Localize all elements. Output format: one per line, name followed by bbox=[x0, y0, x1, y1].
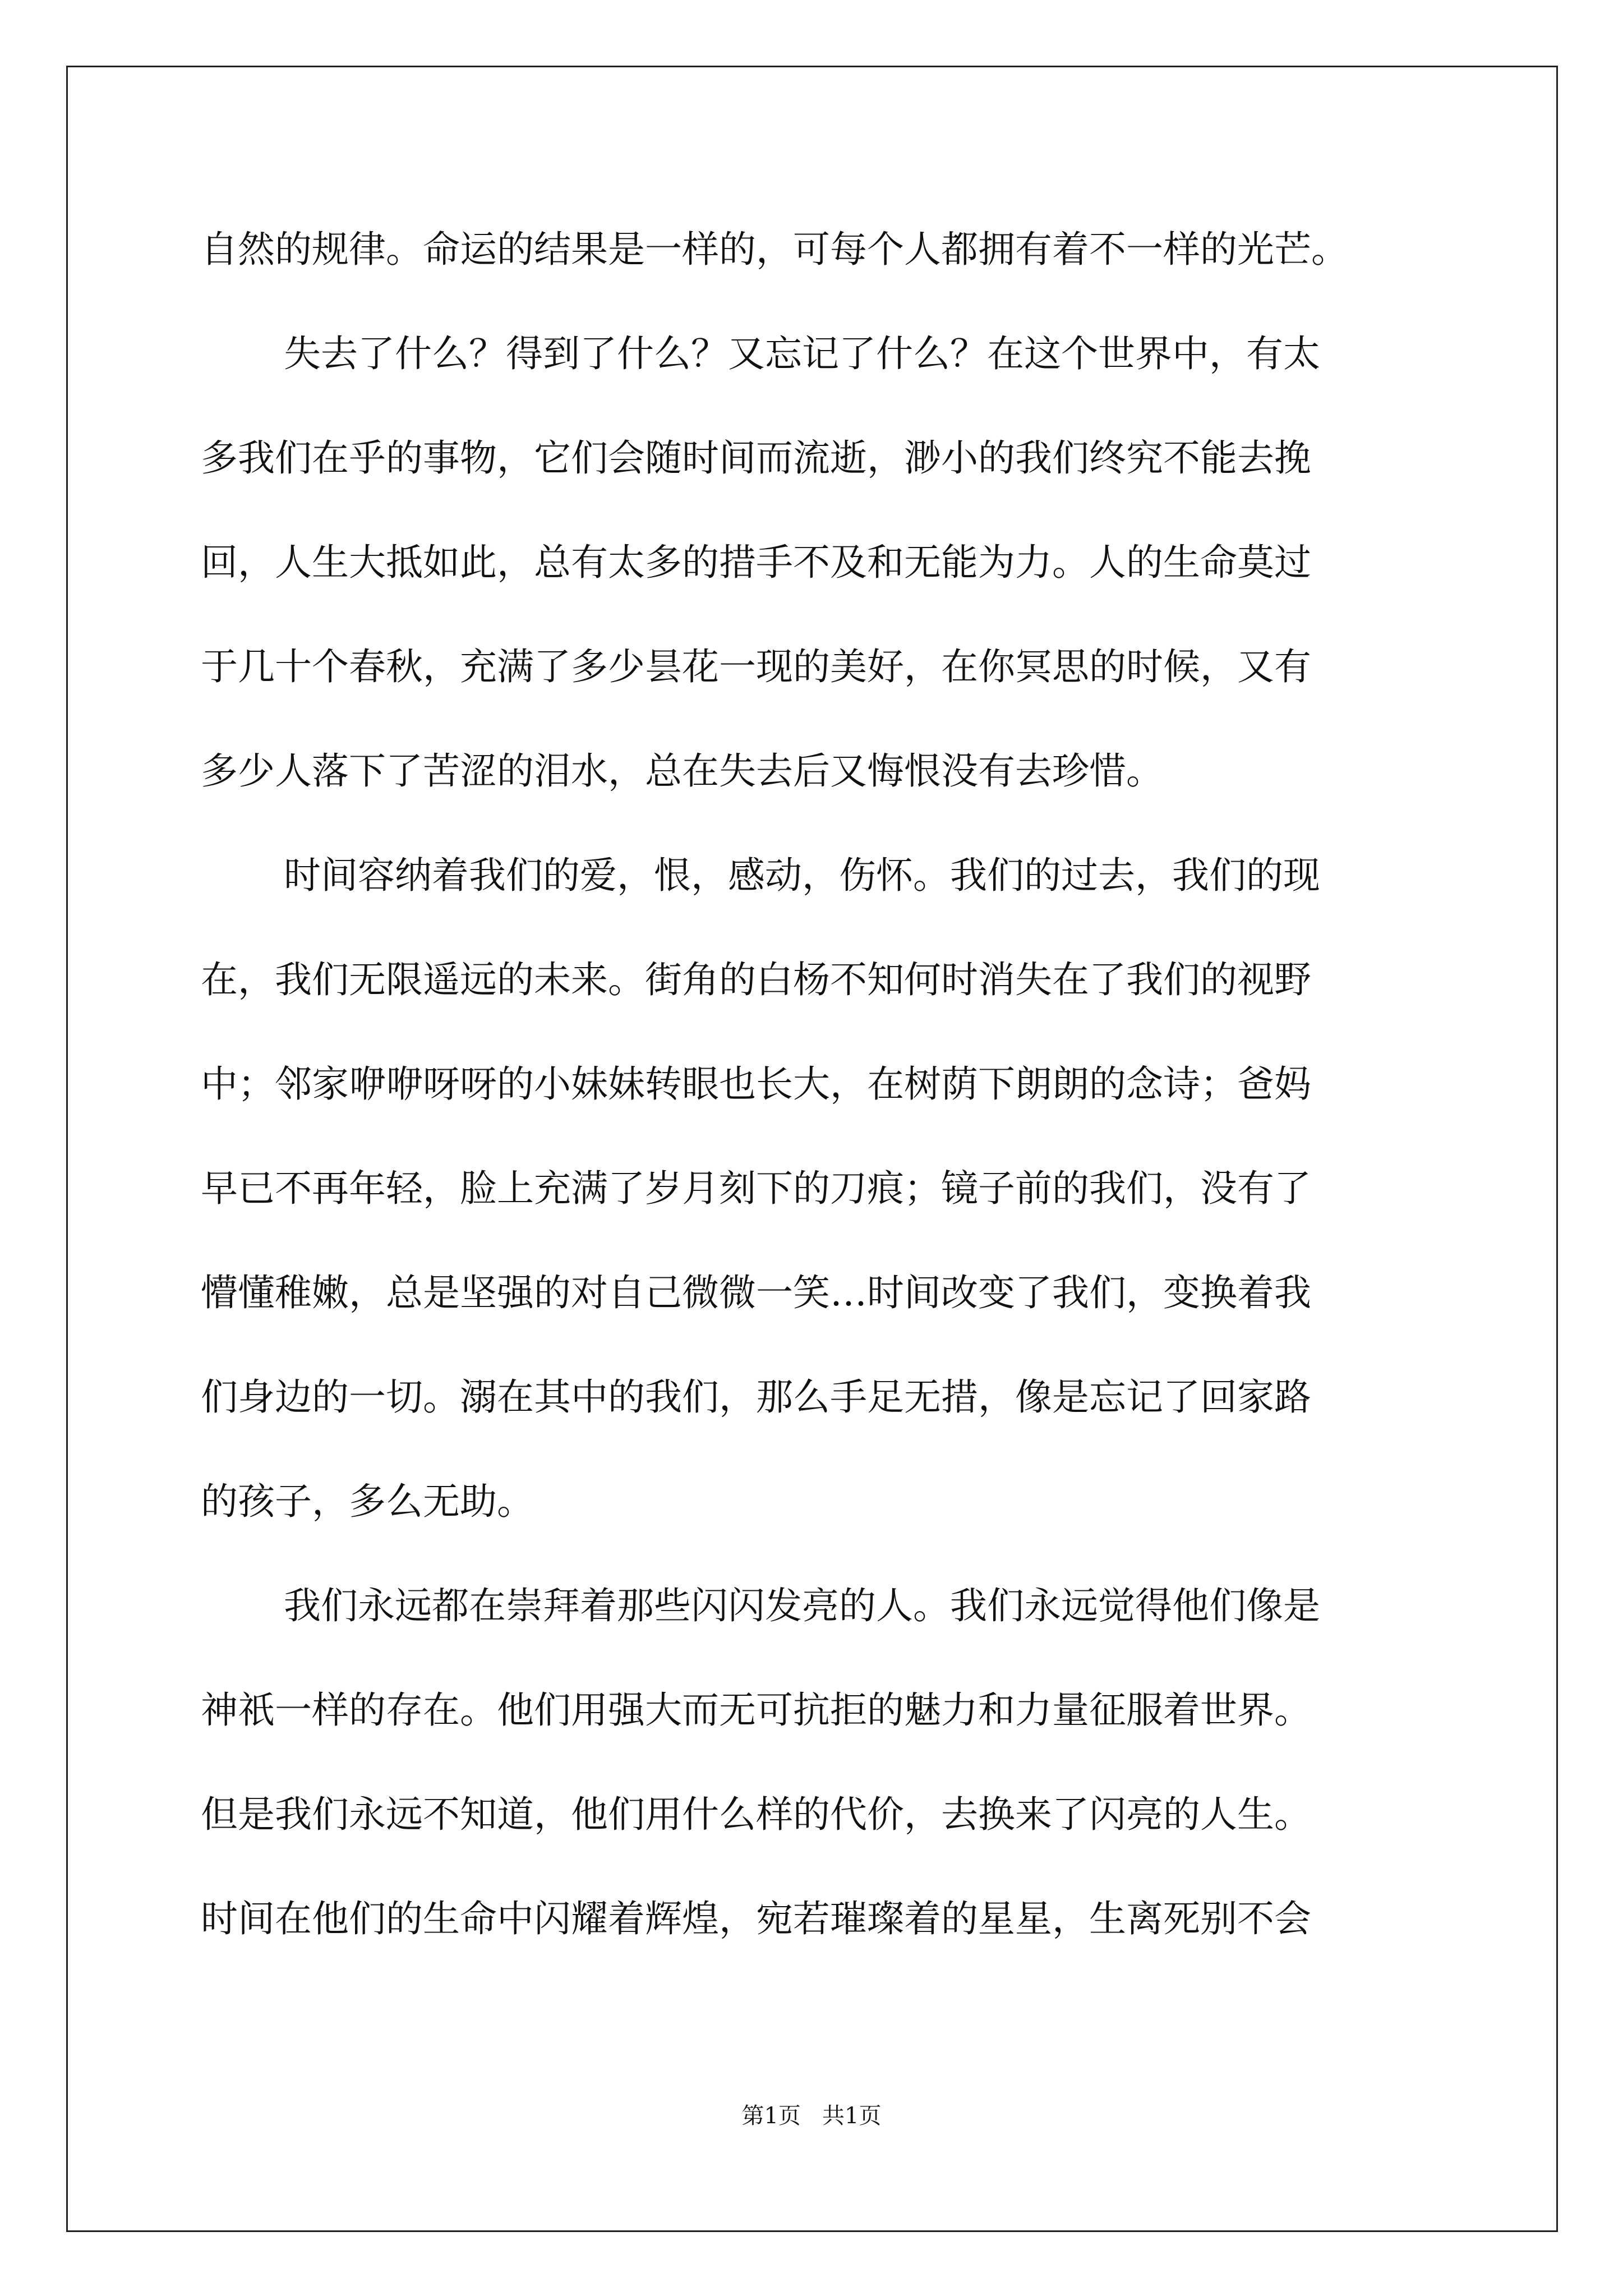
text-line: 早已不再年轻，脸上充满了岁月刻下的刀痕；镜子前的我们，没有了 bbox=[201, 1167, 1311, 1210]
text-line: 时间在他们的生命中闪耀着辉煌，宛若璀璨着的星星，生离死别不会 bbox=[201, 1897, 1311, 1940]
text-line: 回，人生大抵如此，总有太多的措手不及和无能为力。人的生命莫过 bbox=[201, 541, 1311, 584]
text-line: 但是我们永远不知道，他们用什么样的代价，去换来了闪亮的人生。 bbox=[201, 1793, 1311, 1836]
text-line: 中；邻家咿咿呀呀的小妹妹转眼也长大，在树荫下朗朗的念诗；爸妈 bbox=[201, 1062, 1311, 1106]
paragraph-first-line: 时间容纳着我们的爱，恨，感动，伤怀。我们的过去，我们的现 bbox=[284, 854, 1320, 897]
paragraph-first-line: 失去了什么？得到了什么？又忘记了什么？在这个世界中，有太 bbox=[284, 332, 1320, 375]
paragraph-first-line: 我们永远都在崇拜着那些闪闪发亮的人。我们永远觉得他们像是 bbox=[284, 1584, 1320, 1627]
page-footer: 第1页 共1页 bbox=[741, 2103, 882, 2129]
text-line: 多少人落下了苦涩的泪水，总在失去后又悔恨没有去珍惜。 bbox=[201, 749, 1163, 793]
text-line: 神祇一样的存在。他们用强大而无可抗拒的魅力和力量征服着世界。 bbox=[201, 1688, 1311, 1732]
document-body bbox=[201, 197, 1435, 1971]
text-line: 在，我们无限遥远的未来。街角的白杨不知何时消失在了我们的视野 bbox=[201, 958, 1311, 1001]
text-line: 于几十个春秋，充满了多少昙花一现的美好，在你冥思的时候，又有 bbox=[201, 645, 1311, 688]
text-line: 自然的规律。命运的结果是一样的，可每个人都拥有着不一样的光芒。 bbox=[201, 228, 1348, 271]
text-line: 的孩子，多么无助。 bbox=[201, 1480, 534, 1523]
text-line: 们身边的一切。溺在其中的我们，那么手足无措，像是忘记了回家路 bbox=[201, 1375, 1311, 1419]
text-line: 多我们在乎的事物，它们会随时间而流逝，渺小的我们终究不能去挽 bbox=[201, 436, 1311, 480]
text-line: 懵懂稚嫩，总是坚强的对自己微微一笑…时间改变了我们，变换着我 bbox=[201, 1271, 1311, 1314]
